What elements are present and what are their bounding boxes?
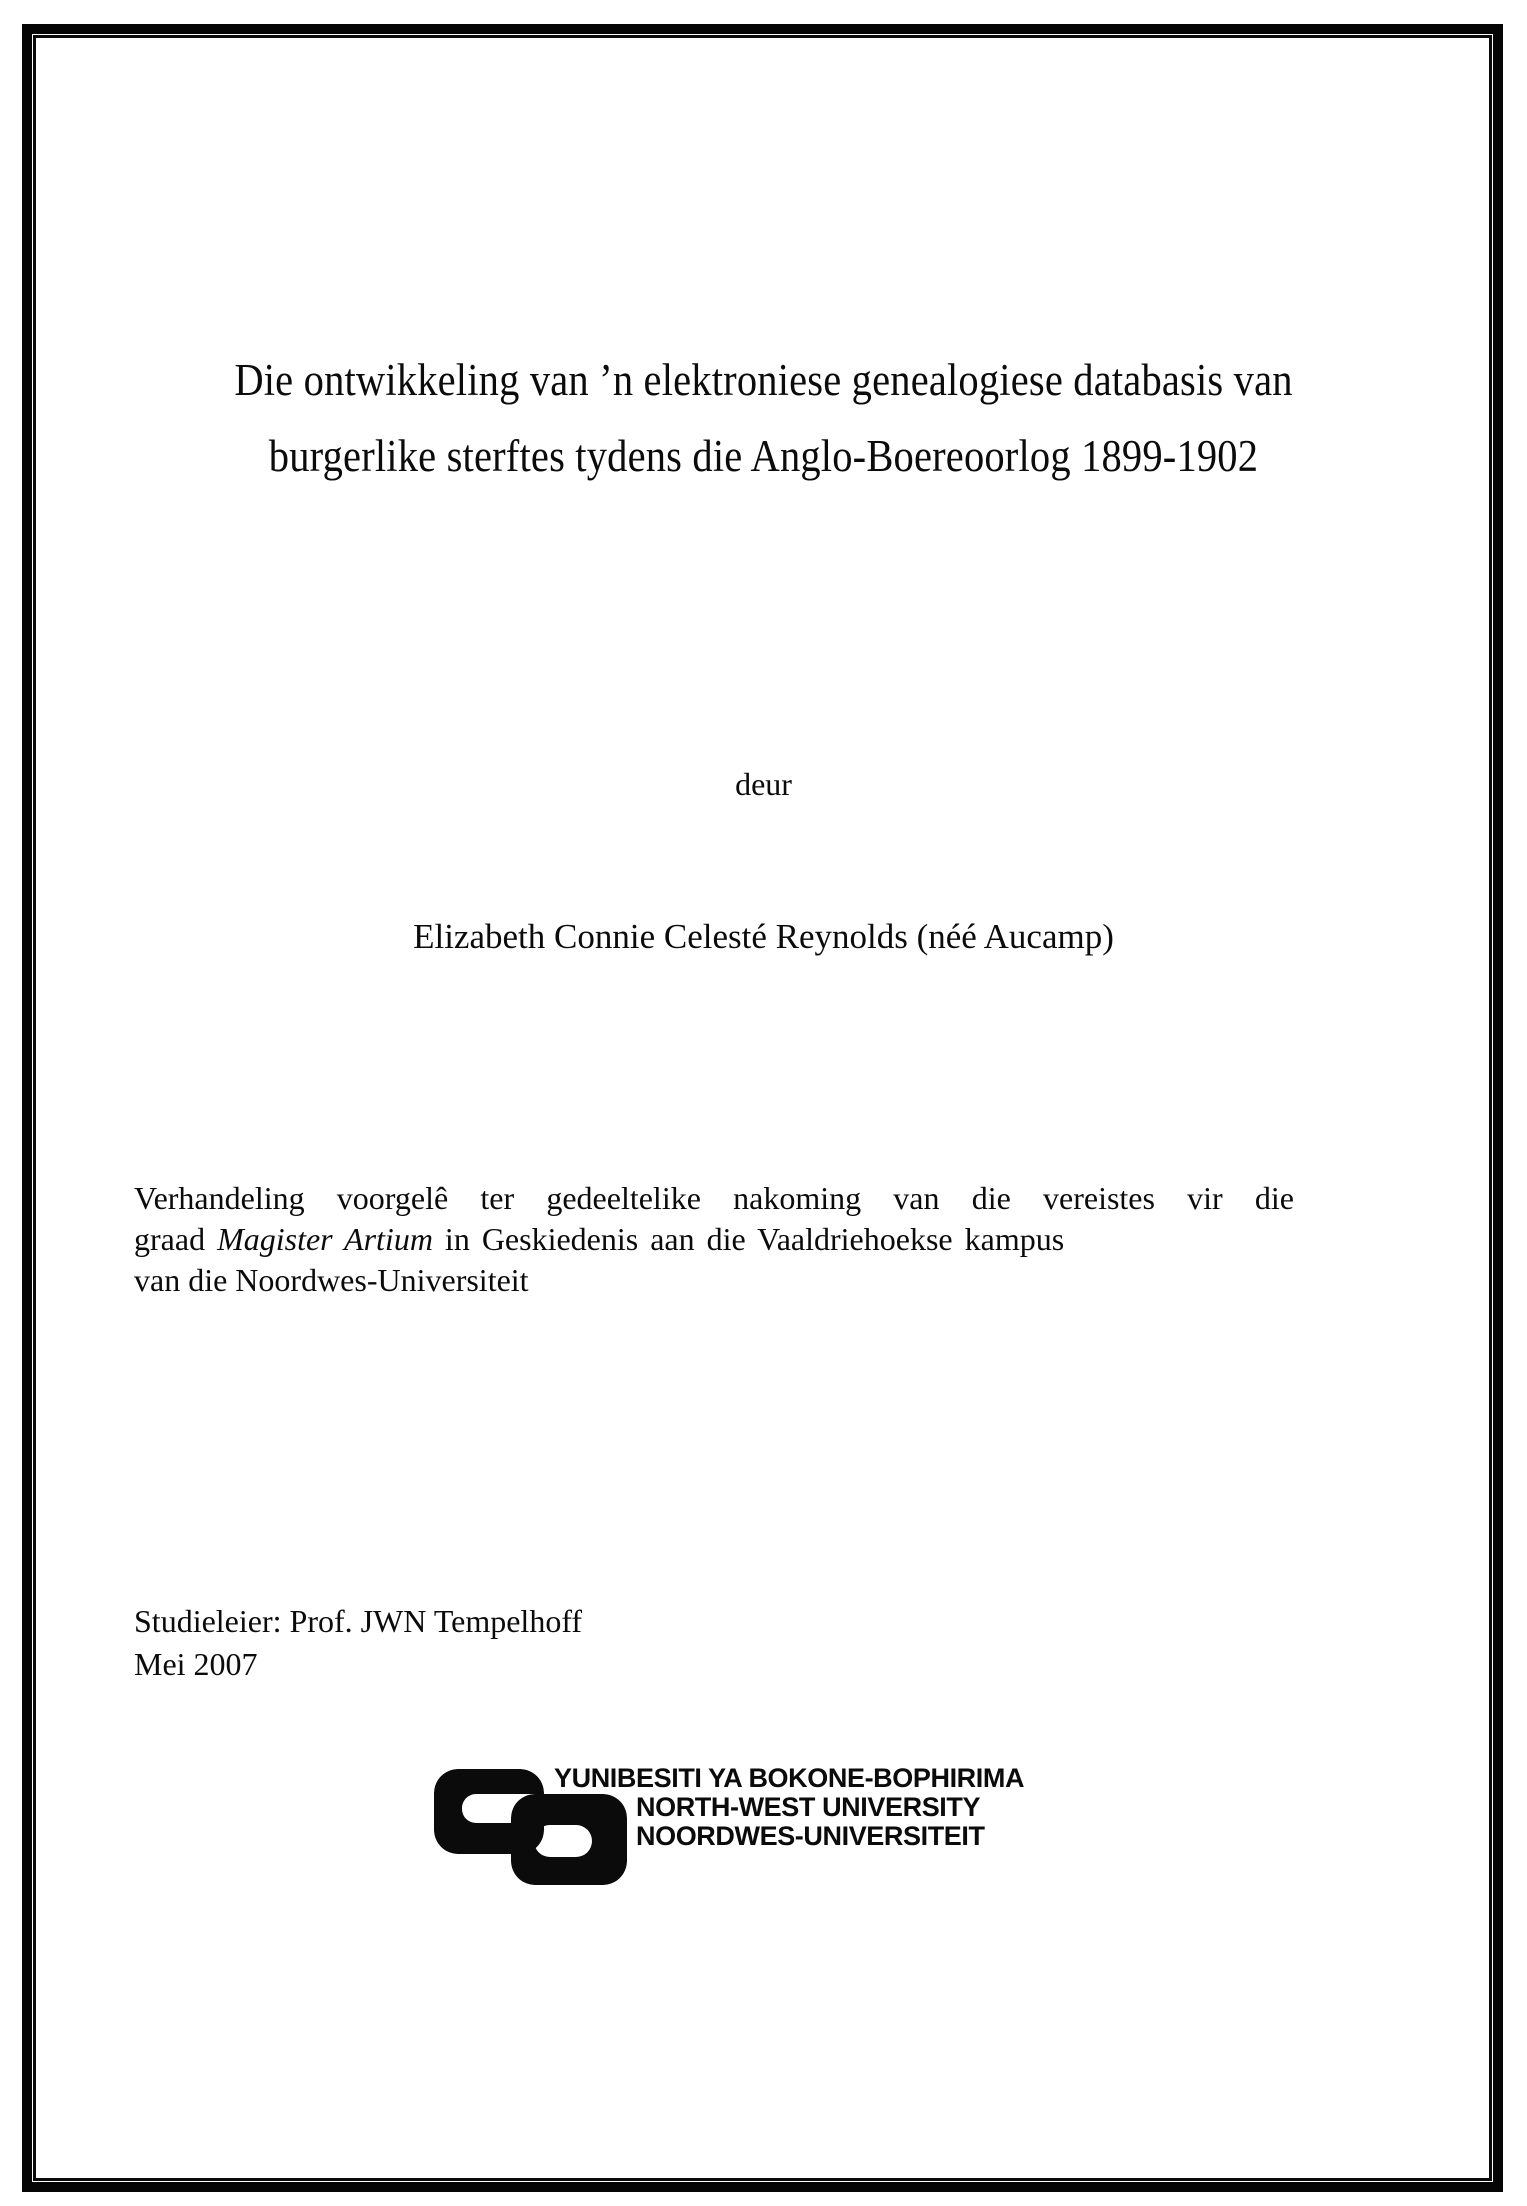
university-logo-text (554, 1764, 1024, 1851)
supervisor-line: Studieleier: Prof. JWN Tempelhoff (134, 1603, 583, 1639)
degree-statement-line2-post: in Geskiedenis aan die Vaaldriehoekse kampus (432, 1221, 1065, 1257)
degree-statement-line1: Verhandeling voorgelê ter gedeeltelike nakoming van die vereistes vir die (134, 1180, 1294, 1216)
supervisor-block (134, 1600, 582, 1686)
thesis-title (76, 342, 1450, 494)
byline-deur: deur (735, 766, 792, 802)
degree-statement-line2-italic: Magister Artium (217, 1221, 433, 1257)
thesis-title-line2: burgerlike sterftes tydens die Anglo-Boereoorlog 1899-1902 (268, 431, 1259, 481)
degree-statement-line3: van die Noordwes-Universiteit (134, 1262, 529, 1298)
date-line: Mei 2007 (134, 1646, 258, 1682)
logo-text-line2: NORTH-WEST UNIVERSITY (636, 1792, 981, 1822)
logo-text-line3: NOORDWES-UNIVERSITEIT (636, 1821, 985, 1851)
degree-statement (134, 1178, 1294, 1301)
thesis-title-line1: Die ontwikkeling van ’n elektroniese genealogiese databasis van (234, 355, 1293, 405)
degree-statement-line2 (134, 1219, 1294, 1260)
degree-statement-line2-pre: graad (134, 1221, 218, 1257)
author-name: Elizabeth Connie Celesté Reynolds (néé Aucamp) (413, 917, 1114, 956)
logo-text-line1: YUNIBESITI YA BOKONE-BOPHIRIMA (554, 1763, 1025, 1793)
